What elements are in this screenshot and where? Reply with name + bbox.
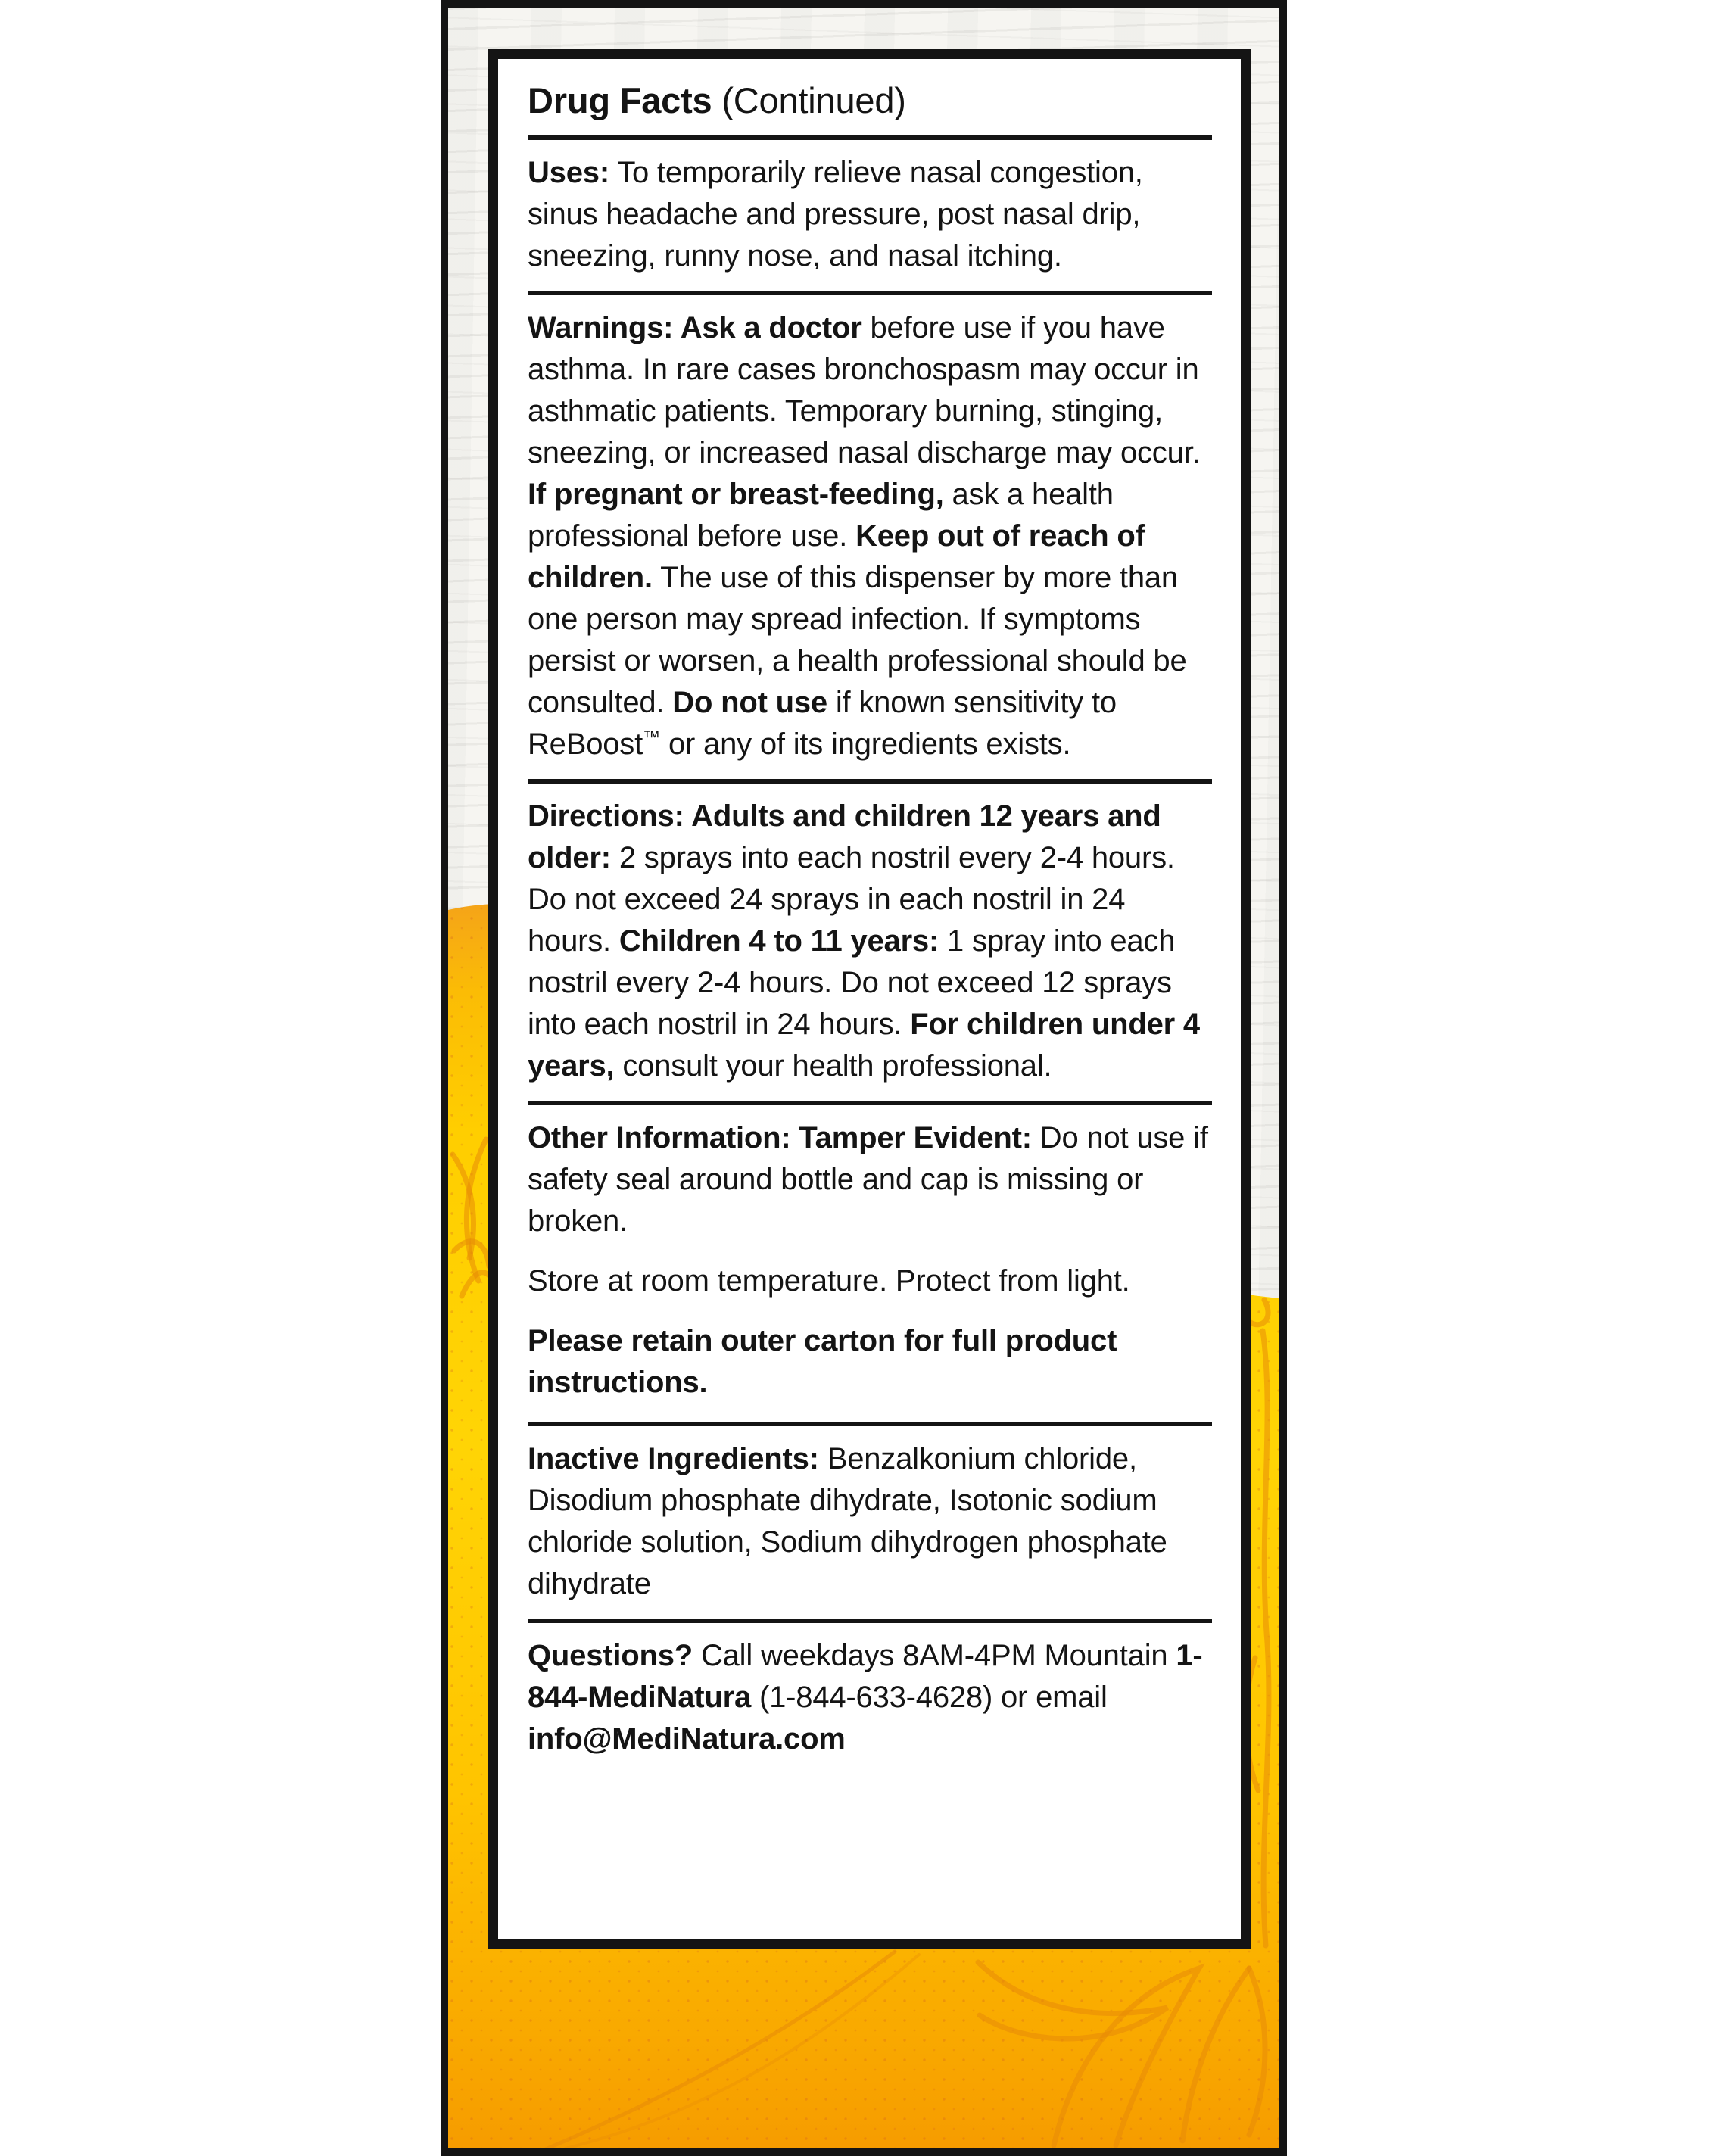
text-run: Do not use — [672, 686, 827, 720]
text-run: Keep out of reach of children. — [528, 519, 1145, 595]
other-information-paragraph — [528, 1260, 1212, 1302]
text-run: (Continued) — [712, 80, 906, 120]
text-run: ™ — [643, 727, 661, 747]
section-uses — [528, 135, 1212, 277]
text-run: Inactive Ingredients: — [528, 1442, 819, 1476]
warnings-paragraph — [528, 307, 1212, 765]
text-run: Please retain outer carton for full product instructions. — [528, 1324, 1117, 1400]
section-divider — [528, 135, 1212, 140]
text-run: Warnings: Ask a doctor — [528, 311, 862, 345]
text-run: Questions? — [528, 1639, 693, 1673]
text-run: (1-844-633-4628) or email — [751, 1681, 1108, 1715]
text-run: consult your health professional. — [614, 1049, 1052, 1083]
carton-side-panel — [441, 0, 1287, 2156]
other-information-paragraph — [528, 1117, 1212, 1242]
section-warnings — [528, 291, 1212, 765]
text-run: Directions: Adults and children 12 years and older: — [528, 799, 1161, 875]
drug-facts-title — [528, 71, 1212, 121]
section-divider — [528, 1101, 1212, 1105]
text-run: Uses: — [528, 156, 609, 190]
text-run: To temporarily relieve nasal congestion, sinus headache and pressure, post nasal drip, sneezing, runny nose, and nasal itching. — [528, 156, 1143, 273]
text-run: if known sensitivity to ReBoost — [528, 686, 1117, 762]
text-run: Do not use if safety seal around bottle and cap is missing or broken. — [528, 1121, 1208, 1238]
text-run: 1 spray into each nostril every 2-4 hours. Do not exceed 12 sprays into each nostril in 24 hours. — [528, 924, 1176, 1042]
section-directions — [528, 779, 1212, 1087]
text-run: The use of this dispenser by more than one person may spread infection. If symptoms persist or worsen, a health professional should be consulted. — [528, 561, 1187, 720]
section-divider — [528, 291, 1212, 295]
section-other-information — [528, 1101, 1212, 1404]
inactive-ingredients-paragraph — [528, 1438, 1212, 1605]
text-run: For children under 4 years, — [528, 1008, 1200, 1083]
text-run: before use if you have asthma. In rare cases bronchospasm may occur in asthmatic patients. Temporary burning, stinging, sneezing, or increased nasal discharge may occur. — [528, 311, 1201, 470]
text-run: Children 4 to 11 years: — [618, 924, 939, 958]
text-run: If pregnant or breast-feeding, — [528, 478, 944, 512]
text-run: 2 sprays into each nostril every 2-4 hours. Do not exceed 24 sprays in each nostril in 24 hours. — [528, 841, 1175, 958]
text-run: info@MediNatura.com — [528, 1722, 846, 1756]
drug-facts-box — [488, 49, 1251, 1949]
text-run: Drug Facts — [528, 80, 712, 120]
text-run: ask a health professional before use. — [528, 478, 1114, 553]
text-run: Store at room temperature. Protect from light. — [528, 1264, 1130, 1298]
text-run: Benzalkonium chloride, Disodium phosphate dihydrate, Isotonic sodium chloride solution, Sodium dihydrogen phosphate dihydrate — [528, 1442, 1167, 1601]
text-run: or any of its ingredients exists. — [660, 727, 1071, 762]
text-run: 1-844-MediNatura — [528, 1639, 1203, 1715]
section-divider — [528, 1619, 1212, 1623]
section-divider — [528, 1422, 1212, 1426]
uses-paragraph — [528, 152, 1212, 277]
directions-paragraph — [528, 796, 1212, 1087]
section-divider — [528, 779, 1212, 784]
other-information-paragraph — [528, 1320, 1212, 1404]
section-questions — [528, 1619, 1212, 1760]
text-run: Call weekdays 8AM-4PM Mountain — [693, 1639, 1176, 1673]
text-run: Other Information: Tamper Evident: — [528, 1121, 1032, 1155]
section-inactive-ingredients — [528, 1422, 1212, 1605]
questions-paragraph — [528, 1635, 1212, 1760]
